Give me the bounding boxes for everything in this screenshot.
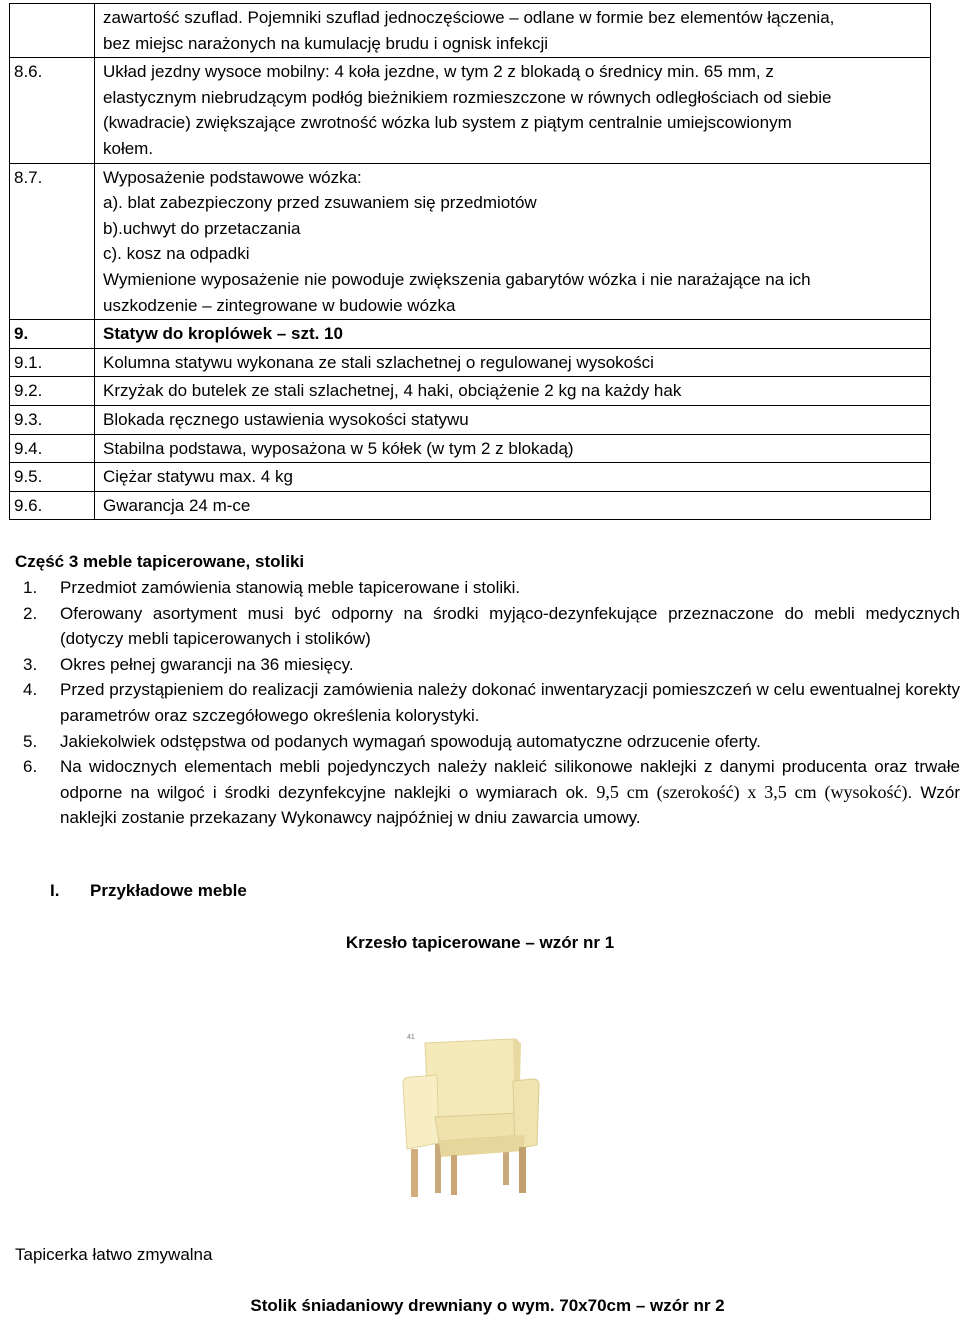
description-line: kołem. xyxy=(103,138,154,158)
list-item-number: 3. xyxy=(23,654,38,674)
table-row xyxy=(10,377,931,406)
row-description xyxy=(95,320,931,349)
description-line: Wyposażenie podstawowe wózka: xyxy=(103,167,362,187)
upholstered-chair-image xyxy=(395,1025,545,1200)
table-row xyxy=(10,320,931,349)
row-number: 9.5. xyxy=(10,463,95,492)
list-item-text: Jakiekolwiek odstępstwa od podanych wymagań spowodują automatyczne odrzucenie oferty. xyxy=(60,731,761,751)
table-row xyxy=(10,491,931,520)
requirements-list xyxy=(15,575,960,831)
upholstery-note: Tapicerka łatwo zmywalna xyxy=(15,1245,213,1264)
chair-title: Krzesło tapicerowane – wzór nr 1 xyxy=(345,933,615,952)
description-line: Gwarancja 24 m-ce xyxy=(103,495,251,515)
row-description xyxy=(95,463,931,492)
list-item xyxy=(15,601,960,652)
list-item-number: 5. xyxy=(23,731,38,751)
list-item-number: 2. xyxy=(23,603,38,623)
description-line: Układ jezdny wysoce mobilny: 4 koła jezdne, w tym 2 z blokadą o średnicy min. 65 mm, z xyxy=(103,62,774,82)
description-line: bez miejsc narażonych na kumulację brudu i ognisk infekcji xyxy=(103,33,549,53)
part3-title: Część 3 meble tapicerowane, stoliki xyxy=(15,552,305,571)
description-line: Krzyżak do butelek ze stali szlachetnej, 4 haki, obciążenie 2 kg na każdy hak xyxy=(103,381,682,401)
list-item-number: 4. xyxy=(23,680,38,700)
section-number: I. xyxy=(50,881,60,900)
description-line: (kwadracie) zwiększające zwrotność wózka lub system z piątym centralnie umiejscowionym xyxy=(103,113,792,133)
table-title: Stolik śniadaniowy drewniany o wym. 70x70cm – wzór nr 2 xyxy=(250,1296,725,1315)
list-item-text: Przed przystąpieniem do realizacji zamówienia należy dokonać inwentaryzacji pomieszczeń w celu ewentualnej korekty parametrów oraz szczegółowego określenia kolorystyki. xyxy=(60,680,960,725)
row-description xyxy=(95,58,931,163)
list-item-number: 1. xyxy=(23,578,38,597)
row-description xyxy=(95,377,931,406)
description-line: c). kosz na odpadki xyxy=(103,244,250,264)
row-number: 9.2. xyxy=(10,377,95,406)
table-row xyxy=(10,4,931,58)
row-number: 8.6. xyxy=(10,58,95,163)
row-number xyxy=(10,4,95,58)
list-item-number: 6. xyxy=(23,757,38,777)
list-item-text: . Wzór naklejki zostanie przekazany Wykonawcy najpóźniej w dniu zawarcia umowy. xyxy=(60,782,960,828)
table-row xyxy=(10,163,931,320)
description-line: b).uchwyt do przetaczania xyxy=(103,218,301,238)
description-line: Kolumna statywu wykonana ze stali szlachetnej o regulowanej wysokości xyxy=(103,352,654,372)
table-row xyxy=(10,58,931,163)
list-item xyxy=(15,754,960,831)
section-heading: Przykładowe meble xyxy=(90,881,247,900)
list-item-text: Na widocznych elementach mebli pojedynczych należy nakleić silikonowe naklejki z danymi producenta oraz trwałe odporne na wilgoć i środki dezynfekcyjne naklejki o wymiarach ok. xyxy=(60,757,960,802)
description-line: zawartość szuflad. Pojemniki szuflad jednoczęściowe – odlane w formie bez elementów łączenia, xyxy=(103,8,835,27)
description-line: uszkodzenie – zintegrowane w budowie wózka xyxy=(103,295,456,315)
row-number: 9.4. xyxy=(10,434,95,463)
row-number: 9.1. xyxy=(10,348,95,377)
table-row xyxy=(10,463,931,492)
description-line: a). blat zabezpieczony przed zsuwaniem się przedmiotów xyxy=(103,193,537,213)
description-line: Ciężar statywu max. 4 kg xyxy=(103,467,293,487)
list-item xyxy=(15,652,960,678)
table-row xyxy=(10,434,931,463)
list-item xyxy=(15,677,960,728)
description-line: Statyw do kroplówek – szt. 10 xyxy=(103,324,343,344)
table-row xyxy=(10,348,931,377)
chair-label: 41 xyxy=(407,1034,415,1041)
list-item xyxy=(15,575,960,601)
description-line: Blokada ręcznego ustawienia wysokości statywu xyxy=(103,409,469,429)
row-number: 9.6. xyxy=(10,491,95,520)
row-description xyxy=(95,163,931,320)
chair-leg xyxy=(519,1147,526,1193)
row-description xyxy=(95,4,931,58)
chair-armrest xyxy=(403,1075,439,1149)
description-line: Stabilna podstawa, wyposażona w 5 kółek (w tym 2 z blokadą) xyxy=(103,438,574,458)
list-item xyxy=(15,729,960,755)
chair-leg xyxy=(451,1155,457,1195)
chair-leg xyxy=(411,1149,418,1197)
specification-table xyxy=(9,3,931,520)
row-number: 9. xyxy=(10,320,95,349)
row-description xyxy=(95,491,931,520)
description-line: Wymienione wyposażenie nie powoduje zwiększenia gabarytów wózka i nie narażające na ich xyxy=(103,269,811,289)
list-item-text: Okres pełnej gwarancji na 36 miesięcy. xyxy=(60,654,354,674)
description-line: elastycznym niebrudzącym podłóg bieżnikiem rozmieszczone w równych odległościach od siebie xyxy=(103,87,832,107)
example-furniture-heading xyxy=(50,881,247,901)
row-number: 8.7. xyxy=(10,163,95,320)
row-description xyxy=(95,434,931,463)
row-description xyxy=(95,405,931,434)
list-item-text: Oferowany asortyment musi być odporny na środki myjąco-dezynfekujące przeznaczone do mebli medycznych (dotyczy mebli tapicerowanych i stolików) xyxy=(60,603,960,649)
list-item-text: 9,5 cm (szerokość) x 3,5 cm (wysokość) xyxy=(596,781,908,802)
table-row xyxy=(10,405,931,434)
row-description xyxy=(95,348,931,377)
row-number: 9.3. xyxy=(10,405,95,434)
list-item-text: Przedmiot zamówienia stanowią meble tapicerowane i stoliki. xyxy=(60,578,521,597)
